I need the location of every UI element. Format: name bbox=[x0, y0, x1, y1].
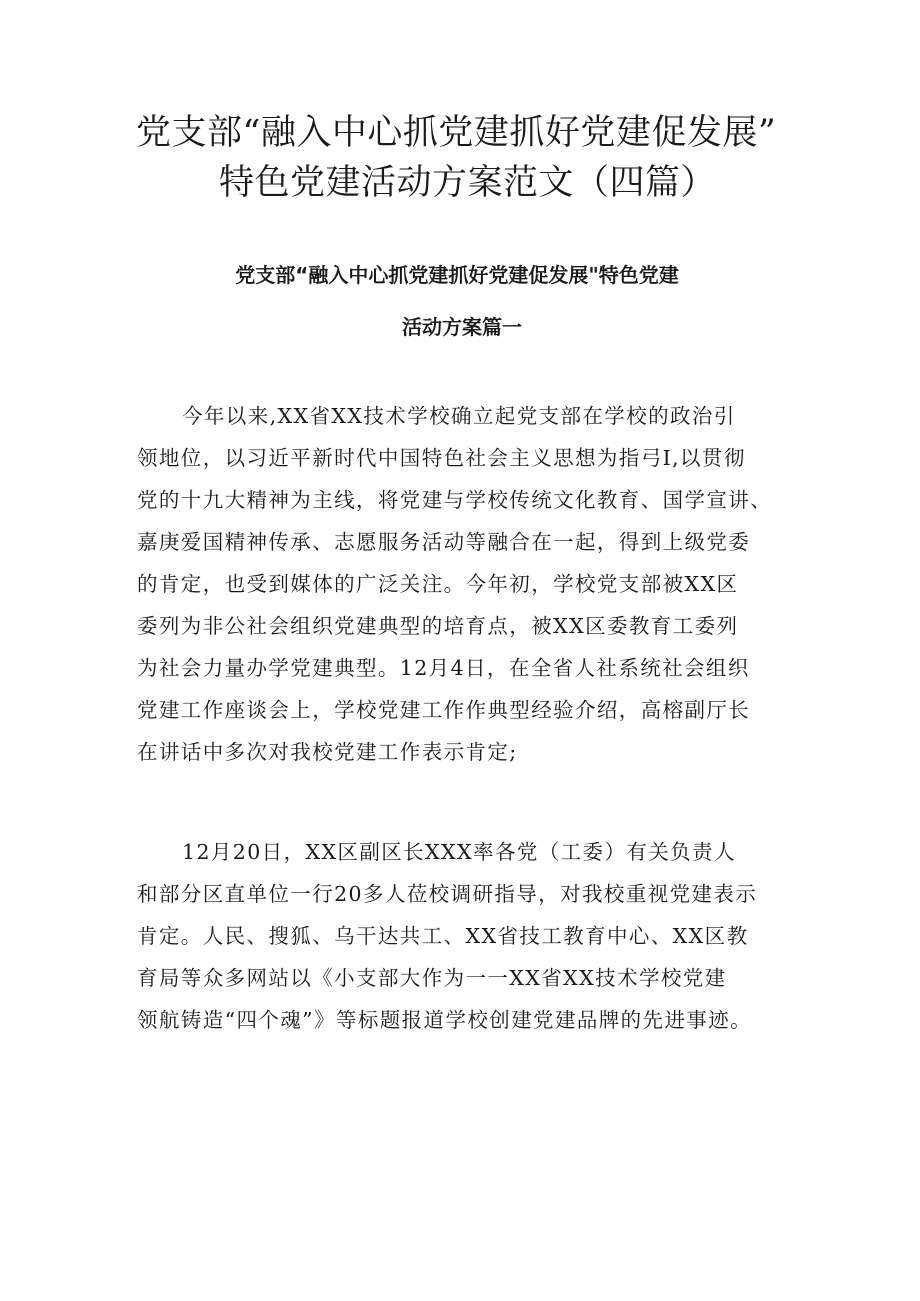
paragraph-line: 今年以来,XX省XX技术学校确立起党支部在学校的政治引 bbox=[182, 404, 736, 428]
paragraph-line: 为社会力量办学党建典型。12月4日，在全省人社系统社会组织 bbox=[137, 656, 750, 680]
paragraph-line: 领航铸造“四个魂”》等标题报道学校创建党建品牌的先进事迹。 bbox=[137, 1008, 753, 1032]
paragraph-line: 嘉庚爱国精神传承、志愿服务活动等融合在一起，得到上级党委 bbox=[137, 530, 751, 554]
paragraph-line: 党建工作座谈会上，学校党建工作作典型经验介绍，高榕副厅长 bbox=[137, 698, 751, 722]
paragraph-line: 育局等众多网站以《小支部大作为一一XX省XX技术学校党建 bbox=[137, 966, 727, 990]
document-title-line-1: 党支部“融入中心抓党建抓好党建促发展” bbox=[136, 113, 777, 153]
paragraph-1 bbox=[137, 395, 797, 773]
paragraph-line: 党的十九大精神为主线，将党建与学校传统文化教育、国学宣讲、 bbox=[137, 488, 773, 512]
paragraph-line: 委列为非公社会组织党建典型的培育点，被XX区委教育工委列 bbox=[137, 614, 739, 638]
paragraph-line: 肯定。人民、搜狐、乌干达共工、XX省技工教育中心、XX区教 bbox=[137, 924, 749, 948]
paragraph-line: 的肯定，也受到媒体的广泛关注。今年初，学校党支部被XX区 bbox=[137, 572, 739, 596]
paragraph-line: 和部分区直单位一行20多人莅校调研指导，对我校重视党建表示 bbox=[137, 882, 758, 906]
paragraph-line: 12月20日，XX区副区长XXX率各党（工委）有关负责人 bbox=[182, 840, 736, 864]
section-heading-line-1: 党支部“融入中心抓党建抓好党建促发展"特色党建 bbox=[235, 263, 679, 287]
document-title-line-2: 特色党建活动方案范文（四篇） bbox=[219, 163, 717, 203]
paragraph-2 bbox=[137, 831, 797, 1041]
paragraph-line: 在讲话中多次对我校党建工作表示肯定; bbox=[137, 740, 518, 764]
section-heading-line-2: 活动方案篇一 bbox=[402, 315, 522, 339]
paragraph-line: 领地位，以习近平新时代中国特色社会主义思想为指弓I,以贯彻 bbox=[137, 446, 746, 470]
